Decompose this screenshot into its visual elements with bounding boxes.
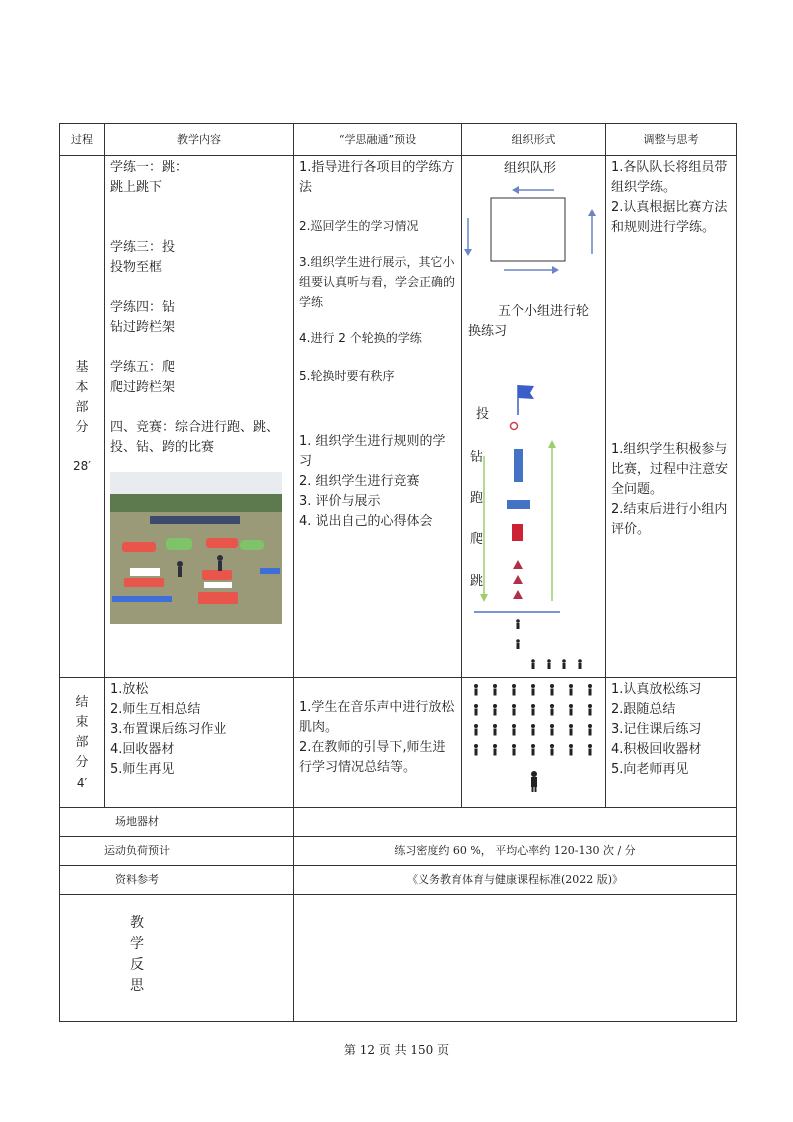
- student-body: [494, 749, 497, 756]
- reflect-char: 学: [130, 936, 144, 952]
- student-body: [513, 709, 516, 716]
- student-head: [588, 704, 592, 708]
- arrow-left-head: [464, 249, 472, 256]
- reference-label-cell: [60, 866, 294, 895]
- reflection-value: [294, 895, 737, 1022]
- ending-adjust-line: 1.认真放松练习: [611, 682, 702, 697]
- student-body: [570, 729, 573, 736]
- ending-content-line: 1.放松: [110, 682, 149, 697]
- ending-minutes: 4′: [76, 775, 88, 790]
- student-body: [589, 749, 592, 756]
- cone-3: [513, 590, 523, 599]
- student-head: [493, 724, 497, 728]
- basic-minutes: 28′: [73, 458, 91, 473]
- page-number: 第 12 页 共 150 页: [343, 1043, 450, 1057]
- student-head: [550, 744, 554, 748]
- student-body: [513, 689, 516, 696]
- load-value: 练习密度约 60 %， 平均心率约 120-130 次 / 分: [294, 837, 737, 866]
- ending-part-label: [60, 678, 105, 808]
- ending-preset-cell: [294, 678, 462, 808]
- lesson-plan-table: [59, 123, 737, 1022]
- content-line: 学练四：钻: [110, 300, 176, 315]
- reflection-label-cell: [60, 895, 294, 1022]
- arrow-top-head: [512, 186, 519, 194]
- student-body: [532, 749, 535, 756]
- student-head: [550, 704, 554, 708]
- reference-value: 《义务教育体育与健康课程标准(2022 版)》: [294, 866, 737, 895]
- student-head: [493, 704, 497, 708]
- station-jump: 跳: [470, 574, 484, 589]
- basic-adjust-cell: [606, 156, 737, 678]
- venue-label: 场地器材: [115, 815, 159, 828]
- student-grid: [474, 684, 592, 756]
- ending-part-row: [60, 678, 737, 808]
- ending-content-line: 4.回收器材: [110, 742, 175, 757]
- student-head: [493, 744, 497, 748]
- reference-label: 资料参考: [115, 873, 159, 886]
- ending-formation-diagram: [462, 678, 606, 800]
- ending-preset-line: 1.学生在音乐声中进行放松肌肉。: [299, 700, 455, 735]
- header-organization: 组织形式: [462, 124, 606, 156]
- header-content: 教学内容: [105, 124, 294, 156]
- adjust-line: 1.各队队长将组员带组织学练。: [611, 160, 728, 195]
- header-process: 过程: [60, 124, 105, 156]
- cone-2: [513, 575, 523, 584]
- student-body: [475, 709, 478, 716]
- student-head: [569, 704, 573, 708]
- content-line: 四、竞赛：综合进行跑、跳、投、钻、跨的比赛: [110, 420, 280, 455]
- venue-value: [294, 808, 737, 837]
- student-head: [588, 684, 592, 688]
- content-line: 钻过跨栏架: [110, 320, 176, 335]
- content-line: 跳上跳下: [110, 180, 163, 195]
- student-head: [531, 724, 535, 728]
- hoop-icon: [511, 423, 518, 430]
- content-line: 学练三：投: [110, 240, 176, 255]
- ending-organization-cell: [462, 678, 606, 808]
- station-drill: 钻: [470, 450, 484, 465]
- adjust-line: 2.结束后进行小组内评价。: [611, 502, 728, 537]
- cone-1: [513, 560, 523, 569]
- student-head: [474, 744, 478, 748]
- preset-line: 3. 评价与展示: [299, 494, 381, 509]
- basic-preset-cell: [294, 156, 462, 678]
- content-line: 爬过跨栏架: [110, 380, 176, 395]
- basic-part-label: [60, 156, 105, 678]
- student-body: [513, 749, 516, 756]
- student-body: [551, 749, 554, 756]
- load-label-cell: [60, 837, 294, 866]
- ending-adjust-line: 4.积极回收器材: [611, 742, 702, 757]
- student-figures: [516, 619, 582, 669]
- student-body: [513, 729, 516, 736]
- student-head: [512, 684, 516, 688]
- preset-line: 4.进行 2 个轮换的学练: [299, 331, 422, 345]
- student-body: [570, 689, 573, 696]
- flag-icon: [518, 385, 534, 399]
- load-label: 运动负荷预计: [104, 844, 170, 857]
- block-vertical: [514, 449, 523, 482]
- student-body: [551, 689, 554, 696]
- content-line: 投物至框: [110, 260, 163, 275]
- arrow-bottom-head: [552, 266, 559, 274]
- ending-label-char-1: 结: [75, 694, 89, 710]
- venue-label-cell: [60, 808, 294, 837]
- reflect-char: 教: [130, 915, 144, 931]
- student-head: [531, 744, 535, 748]
- preset-line: 3.组织学生进行展示，其它小组要认真听与看，学会正确的学练: [299, 255, 456, 309]
- student-body: [551, 709, 554, 716]
- station-throw: 投: [476, 407, 490, 422]
- student-body: [494, 689, 497, 696]
- student-head: [512, 724, 516, 728]
- student-body: [532, 709, 535, 716]
- header-preset: “学思融通”预设: [294, 124, 462, 156]
- preset-line: 2.巡回学生的学习情况: [299, 219, 419, 233]
- student-head: [512, 744, 516, 748]
- reflect-char: 反: [130, 957, 144, 973]
- basic-content-cell: [105, 156, 294, 678]
- student-head: [474, 724, 478, 728]
- student-body: [475, 729, 478, 736]
- student-head: [550, 684, 554, 688]
- basic-label-char-3: 部: [75, 399, 89, 415]
- student-body: [570, 709, 573, 716]
- student-body: [494, 709, 497, 716]
- student-body: [494, 729, 497, 736]
- ending-content-line: 5.师生再见: [110, 762, 175, 777]
- student-head: [474, 704, 478, 708]
- ending-adjust-line: 5.向老师再见: [611, 762, 689, 777]
- basic-label-char-1: 基: [75, 359, 89, 375]
- reflection-label: [130, 913, 144, 997]
- student-body: [532, 689, 535, 696]
- ending-content-line: 2.师生互相总结: [110, 702, 201, 717]
- formation-square: [491, 198, 565, 261]
- competition-photo: [110, 472, 282, 624]
- student-head: [588, 744, 592, 748]
- student-body: [475, 689, 478, 696]
- content-line: 学练五：爬: [110, 360, 176, 375]
- ending-preset-line: 2.在教师的引导下,师生进行学习情况总结等。: [299, 740, 446, 775]
- student-head: [531, 704, 535, 708]
- student-head: [569, 684, 573, 688]
- arrow-right-head: [588, 209, 596, 216]
- student-body: [532, 729, 535, 736]
- student-body: [589, 689, 592, 696]
- student-body: [589, 709, 592, 716]
- teacher-figure: [531, 771, 537, 792]
- student-head: [569, 744, 573, 748]
- student-head: [493, 684, 497, 688]
- preset-line: 5.轮换时要有秩序: [299, 369, 395, 383]
- station-run: 跑: [470, 491, 484, 506]
- student-body: [570, 749, 573, 756]
- student-body: [475, 749, 478, 756]
- student-head: [550, 724, 554, 728]
- ending-content-line: 3.布置课后练习作业: [110, 722, 227, 737]
- basic-label-char-2: 本: [75, 379, 89, 395]
- student-head: [474, 684, 478, 688]
- student-head: [531, 684, 535, 688]
- adjust-line: 1.组织学生积极参与比赛，过程中注意安全问题。: [611, 442, 729, 497]
- block-red: [512, 524, 523, 541]
- preset-line: 2. 组织学生进行竞赛: [299, 474, 420, 489]
- ending-label-char-4: 分: [75, 754, 89, 770]
- student-head: [588, 724, 592, 728]
- formation-description: 五个小组进行轮换练习: [468, 304, 590, 339]
- ending-adjust-line: 2.跟随总结: [611, 702, 676, 717]
- block-horizontal: [507, 500, 530, 509]
- basic-label-char-4: 分: [75, 419, 89, 435]
- content-line: 学练一：跳：: [110, 160, 189, 175]
- ending-label-char-2: 束: [75, 714, 89, 730]
- student-head: [512, 704, 516, 708]
- preset-line: 1.指导进行各项目的学练方法: [299, 160, 455, 195]
- preset-line: 1. 组织学生进行规则的学习: [299, 434, 446, 469]
- preset-line: 4. 说出自己的心得体会: [299, 514, 433, 529]
- ending-content-cell: [105, 678, 294, 808]
- formation-title: 组织队形: [504, 161, 557, 176]
- station-climb: 爬: [470, 532, 484, 547]
- student-head: [569, 724, 573, 728]
- adjust-line: 2.认真根据比赛方法和规则进行学练。: [611, 200, 728, 235]
- basic-part-row: [60, 156, 737, 678]
- basic-organization-cell: [462, 156, 606, 678]
- header-row: [60, 124, 737, 156]
- venue-row: [60, 808, 737, 837]
- load-row: [60, 837, 737, 866]
- reflect-char: 思: [130, 978, 144, 994]
- ending-adjust-cell: [606, 678, 737, 808]
- reference-row: [60, 866, 737, 895]
- student-body: [551, 729, 554, 736]
- ending-adjust-line: 3.记住课后练习: [611, 722, 702, 737]
- ending-label-char-3: 部: [75, 734, 89, 750]
- reflection-row: [60, 895, 737, 1022]
- header-adjust: 调整与思考: [606, 124, 737, 156]
- student-body: [589, 729, 592, 736]
